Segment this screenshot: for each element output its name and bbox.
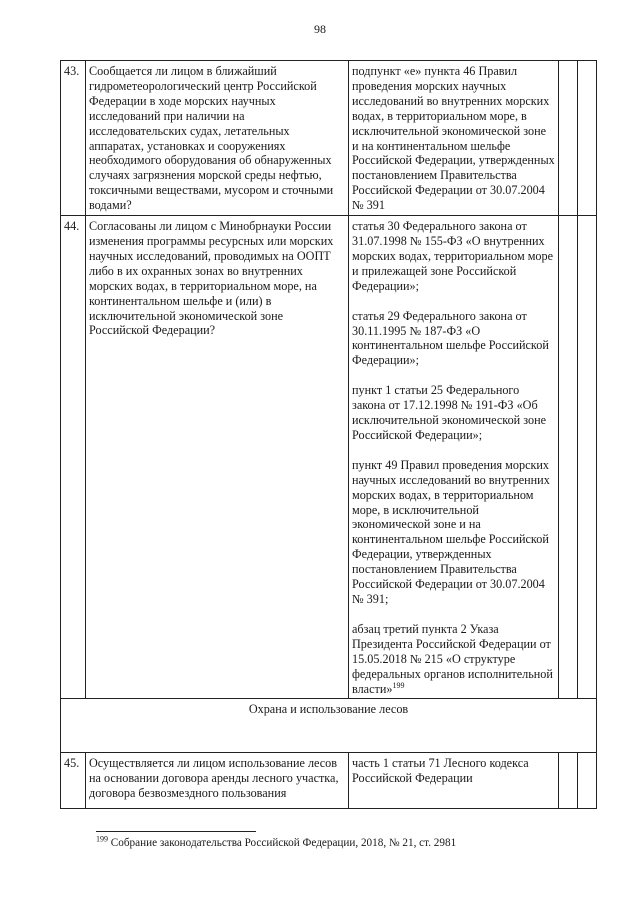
table-row-44 xyxy=(61,216,597,699)
legal-reference: подпункт «е» пункта 46 Правил проведения морских научных исследований во внутренних морских водах, в территориальном море, в исключительной экономической зоне и на континентальном шельфе Российской Федерации, утвержденных постановлением Правительства Российской Федерации от 30.07.2004 № 391 xyxy=(352,64,555,213)
question-text: Сообщается ли лицом в ближайший гидрометеорологический центр Российской Федерации в ходе морских научных исследований при наличии на исследовательских судах, летательных аппаратах, установках и сооружениях необходимого оборудования об обнаруженных случаях загрязнения морской среды нефтью, токсичными веществами, мусором и сточными водами? xyxy=(86,61,349,216)
legal-reference: пункт 49 Правил проведения морских научных исследований во внутренних морских водах, в территориальном море, в исключительной экономической зоне и на континентальном шельфе Российской Федерации, утвержденных постановлением Правительства Российской Федерации от 30.07.2004 № 391; xyxy=(352,457,550,606)
legal-reference-cell xyxy=(349,61,559,216)
empty-cell xyxy=(559,216,578,699)
footnote-separator xyxy=(96,831,256,832)
empty-cell xyxy=(578,61,597,216)
table-row-43 xyxy=(61,61,597,216)
row-number: 43. xyxy=(61,61,86,216)
table-row-45 xyxy=(61,753,597,809)
footnote-text: Собрание законодательства Российской Федерации, 2018, № 21, ст. 2981 xyxy=(108,837,457,849)
section-heading: Охрана и использование лесов xyxy=(61,699,597,753)
footnote-mark: 199 xyxy=(96,834,108,844)
empty-cell xyxy=(578,216,597,699)
legal-reference-with-footnote xyxy=(352,622,555,697)
empty-cell xyxy=(559,61,578,216)
question-text: Согласованы ли лицом с Минобрнауки России изменения программы ресурсных или морских научных исследований, проводимых на ООПТ либо в их охранных зонах во внутренних морских водах, в территориальном море, на континентальном шельфе и (или) в исключительной экономической зоне Российской Федерации? xyxy=(86,216,349,699)
page-number: 98 xyxy=(314,22,326,36)
empty-cell xyxy=(578,753,597,809)
legal-reference: статья 30 Федерального закона от 31.07.1998 № 155-ФЗ «О внутренних морских водах, территориальном море и прилежащей зоне Российской Федерации»; xyxy=(352,219,554,293)
row-number: 44. xyxy=(61,216,86,699)
question-text: Осуществляется ли лицом использование лесов на основании договора аренды лесного участка, договора безвозмездного пользования xyxy=(86,753,349,809)
legal-reference: часть 1 статьи 71 Лесного кодекса Российской Федерации xyxy=(349,753,559,809)
empty-cell xyxy=(559,753,578,809)
requirements-table xyxy=(60,60,597,809)
legal-reference: абзац третий пункта 2 Указа Президента Российской Федерации от 15.05.2018 № 215 «О структуре федеральных органов исполнительной власти» xyxy=(352,621,553,696)
section-row xyxy=(61,699,597,753)
legal-reference: пункт 1 статьи 25 Федерального закона от 17.12.1998 № 191-ФЗ «Об исключительной экономической зоне Российской Федерации»; xyxy=(352,383,547,442)
footnote-mark: 199 xyxy=(392,680,405,690)
footnote xyxy=(96,834,457,849)
legal-reference: статья 29 Федерального закона от 30.11.1995 № 187-ФЗ «О континентальном шельфе Российской Федерации»; xyxy=(352,308,549,368)
legal-reference-cell xyxy=(349,216,559,699)
row-number: 45. xyxy=(61,753,86,809)
